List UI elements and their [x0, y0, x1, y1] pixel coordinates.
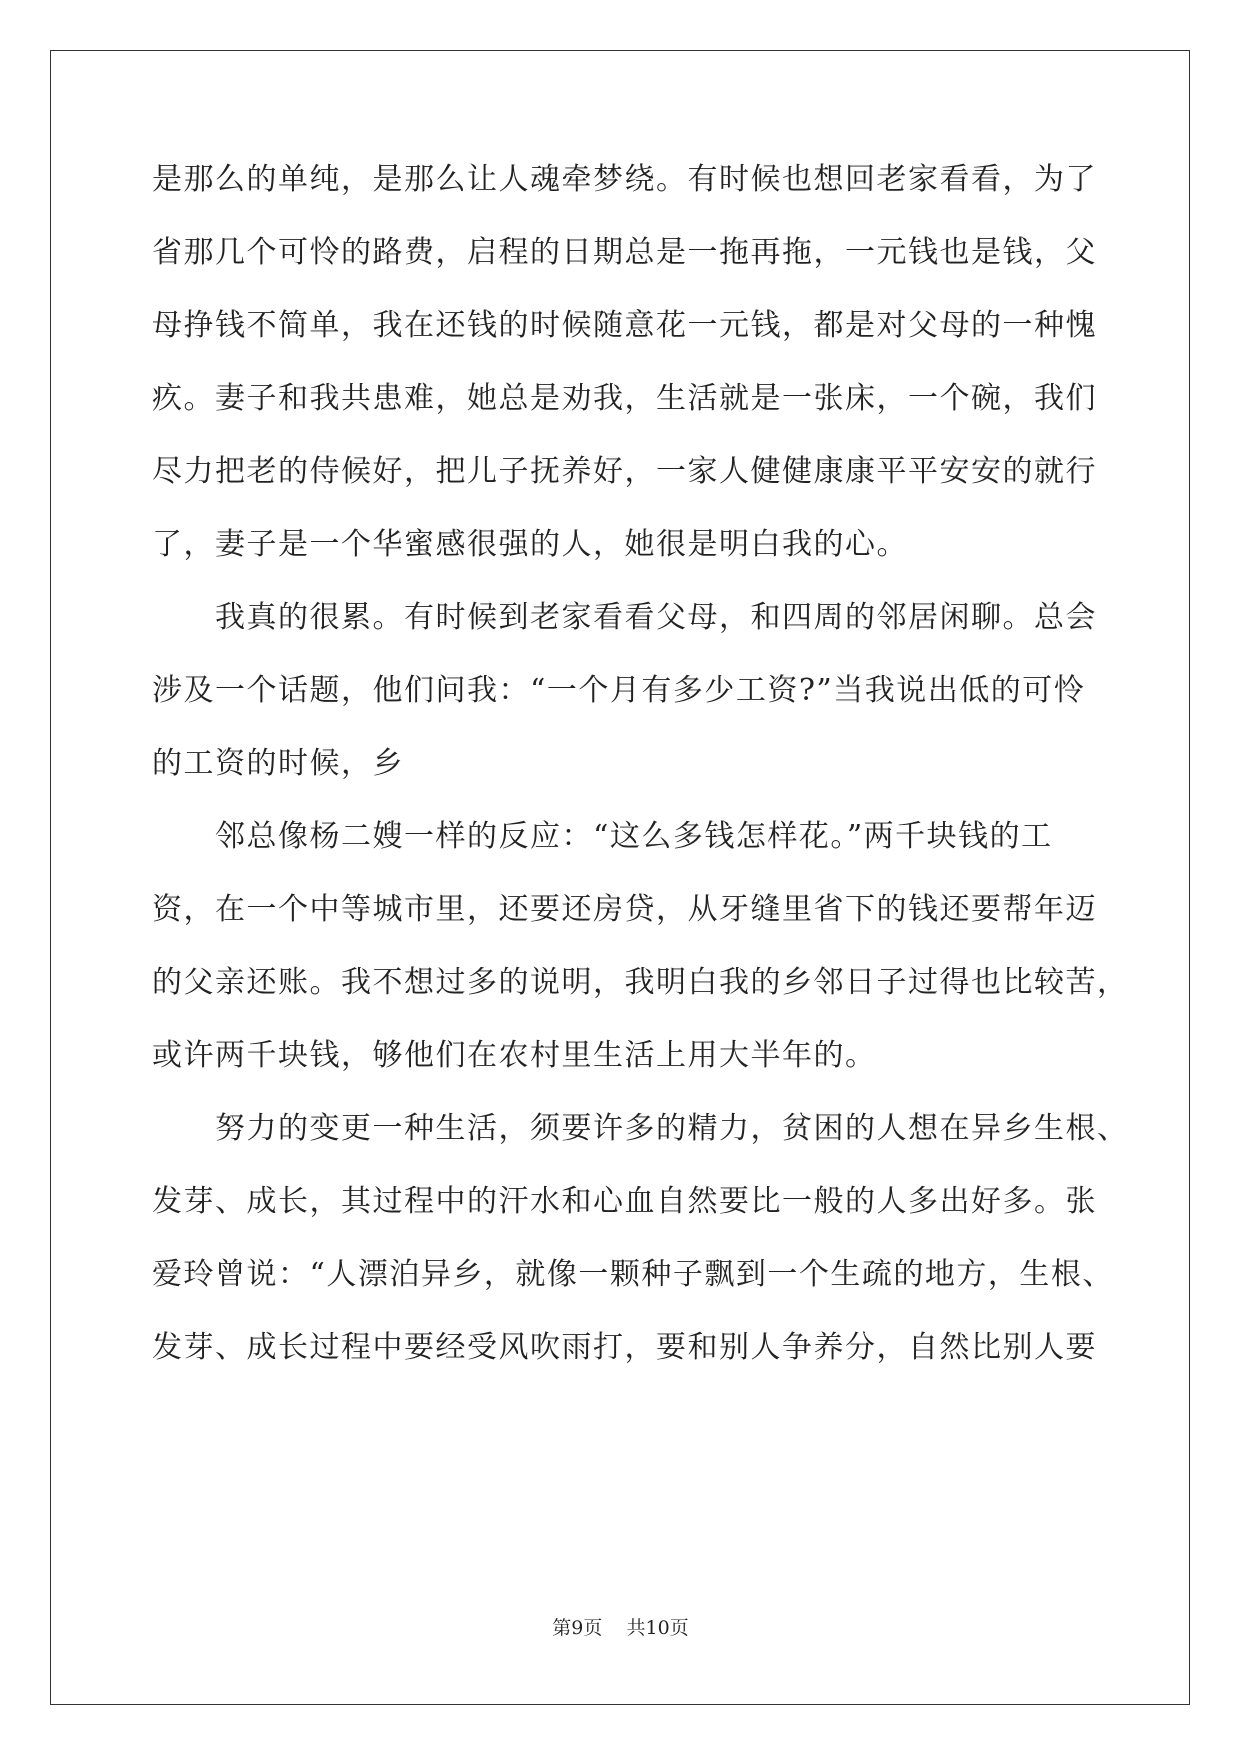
page-footer: [0, 1616, 1241, 1640]
text-line: 是那么的单纯，是那么让人魂牵梦绕。有时候也想回老家看看，为了: [152, 162, 1097, 197]
text-line: 母挣钱不简单，我在还钱的时候随意花一元钱，都是对父母的一种愧: [152, 308, 1097, 343]
page-border: [50, 50, 1190, 1705]
text-line: 的工资的时候，乡: [152, 746, 404, 781]
text-line: 的父亲还账。我不想过多的说明，我明白我的乡邻日子过得也比较苦，: [152, 965, 1129, 1000]
text-line: 资，在一个中等城市里，还要还房贷，从牙缝里省下的钱还要帮年迈: [152, 892, 1097, 927]
text-line: 邻总像杨二嫂一样的反应：“这么多钱怎样花。”两千块钱的工: [152, 819, 1053, 854]
text-line: 了，妻子是一个华蜜感很强的人，她很是明白我的心。: [152, 527, 908, 562]
text-line: 我真的很累。有时候到老家看看父母，和四周的邻居闲聊。总会: [152, 600, 1097, 635]
text-line: 疚。妻子和我共患难，她总是劝我，生活就是一张床，一个碗，我们: [152, 381, 1097, 416]
text-line: 爱玲曾说：“人漂泊异乡，就像一颗种子飘到一个生疏的地方，生根、: [152, 1257, 1114, 1292]
page-number: 第9页: [552, 1617, 603, 1639]
text-line: 或许两千块钱，够他们在农村里生活上用大半年的。: [152, 1038, 877, 1073]
text-line: 发芽、成长过程中要经受风吹雨打，要和别人争养分，自然比别人要: [152, 1330, 1097, 1365]
text-line: 省那几个可怜的路费，启程的日期总是一拖再拖，一元钱也是钱，父: [152, 235, 1097, 270]
text-line: 努力的变更一种生活，须要许多的精力，贫困的人想在异乡生根、: [152, 1111, 1129, 1146]
text-line: 尽力把老的侍候好，把儿子抚养好，一家人健健康康平平安安的就行: [152, 454, 1097, 489]
text-line: 发芽、成长，其过程中的汗水和心血自然要比一般的人多出好多。张: [152, 1184, 1097, 1219]
page-total: 共10页: [626, 1617, 689, 1639]
text-line: 涉及一个话题，他们问我：“一个月有多少工资?”当我说出低的可怜: [152, 673, 1086, 708]
